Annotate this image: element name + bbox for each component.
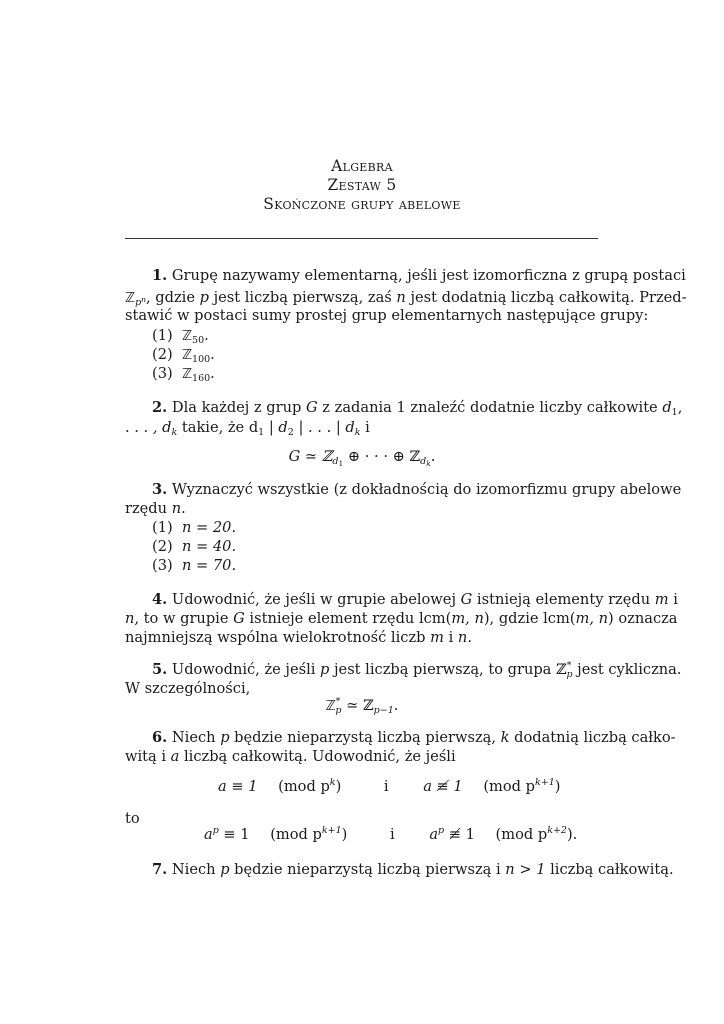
math-subscript: k xyxy=(426,459,431,468)
math-expr: | . . . | d xyxy=(293,419,355,436)
math-var: p xyxy=(199,289,209,306)
problem-text: ), gdzie lcm( xyxy=(483,610,576,627)
problem-text: jest dodatnią liczbą całkowitą. Przed- xyxy=(405,289,687,306)
math-var: G xyxy=(460,591,473,608)
list-label: (1) xyxy=(152,327,173,344)
math-expr: n = 40. xyxy=(181,538,237,555)
title-set: Zestaw 5 xyxy=(327,176,397,194)
math-subscript: 1 xyxy=(671,407,678,418)
list-label: (1) xyxy=(152,519,173,536)
math-var: n xyxy=(141,295,146,304)
math-var: G xyxy=(306,399,318,416)
list-item xyxy=(152,518,236,538)
problem-1-line-1 xyxy=(152,266,686,286)
problem-number: 5. xyxy=(152,661,168,678)
problem-text: witą i xyxy=(125,748,171,765)
problem-text: Grupę nazywamy elementarną, jeśli jest izomorficzna z grupą postaci xyxy=(171,267,686,284)
math-expr: n = 70. xyxy=(181,557,237,574)
problem-text: Udowodnić, że jeśli xyxy=(171,661,321,678)
punctuation: . xyxy=(430,448,436,465)
math-var: p xyxy=(220,861,230,878)
problem-text: z zadania 1 znaleźć dodatnie liczby całkowite xyxy=(317,399,663,416)
math-expr: ). xyxy=(566,826,578,843)
problem-text: będzie nieparzystą liczbą pierwszą, xyxy=(229,729,501,746)
problem-text: ) oznacza xyxy=(608,610,678,627)
math-subscript: p−1 xyxy=(373,705,394,716)
math-expr: (mod p xyxy=(278,778,330,795)
math-var: n xyxy=(125,610,135,627)
problem-text: istnieją elementy rzędu xyxy=(472,591,655,608)
math-symbol: ℤ xyxy=(181,328,193,344)
list-label: (2) xyxy=(152,346,173,363)
math-expr: (mod p xyxy=(270,826,322,843)
problem-text: takie, że d xyxy=(177,419,259,436)
math-superscript: * xyxy=(566,660,572,671)
math-subscript: 1 xyxy=(338,459,344,468)
problem-number: 7. xyxy=(152,861,168,878)
math-expr: G ≃ ℤ xyxy=(288,448,333,465)
problem-1-line-2 xyxy=(125,288,687,308)
problem-3-line-2 xyxy=(125,499,186,519)
problem-3-line-1 xyxy=(152,480,681,500)
math-var: p xyxy=(320,661,330,678)
display-equation xyxy=(204,825,577,845)
title-topic: Skończone grupy abelowe xyxy=(263,195,461,213)
problem-number: 4. xyxy=(152,591,168,608)
list-item xyxy=(152,364,215,384)
problem-number: 6. xyxy=(152,729,168,746)
math-var: n xyxy=(396,289,406,306)
math-subscript: 50 xyxy=(192,335,205,346)
problem-text: jest liczbą pierwszą, to grupa ℤ xyxy=(329,661,567,678)
math-expr: ⊕ · · · ⊕ ℤ xyxy=(343,448,421,465)
list-item xyxy=(152,537,236,557)
problem-number: 2. xyxy=(152,399,168,416)
problem-text: i xyxy=(443,629,458,646)
punctuation: , xyxy=(677,399,683,416)
math-var: k xyxy=(500,729,510,746)
list-item xyxy=(152,556,236,576)
math-var: m xyxy=(654,591,669,608)
math-superscript: k+1 xyxy=(535,777,555,788)
math-subscript: 2 xyxy=(287,427,294,438)
punctuation: . xyxy=(467,629,472,646)
display-equation xyxy=(0,447,724,467)
problem-5-line-2: W szczególności, xyxy=(125,680,251,697)
punctuation: . xyxy=(393,697,399,714)
math-expr: ) xyxy=(554,778,561,795)
problem-text: liczbą całkowitą. Udowodnić, że jeśli xyxy=(179,748,456,765)
math-var: G xyxy=(233,610,245,627)
punctuation: . xyxy=(210,365,215,382)
math-expr: (mod p xyxy=(495,826,548,843)
problem-5-line-1 xyxy=(152,660,682,680)
math-symbol: ℤ xyxy=(125,290,136,306)
problem-text: rzędu xyxy=(125,500,172,517)
math-superscript: k xyxy=(329,777,336,788)
title-course: Algebra xyxy=(331,157,393,175)
math-var: a xyxy=(204,826,213,843)
math-expr: ≢ 1 xyxy=(444,826,475,843)
problem-text: jest cykliczna. xyxy=(572,661,682,678)
math-var: a xyxy=(170,748,180,765)
math-var: p xyxy=(135,297,142,308)
math-var: d xyxy=(662,399,672,416)
math-subscript: k xyxy=(171,427,178,438)
punctuation: . xyxy=(210,346,215,363)
conjunction: i xyxy=(383,778,389,795)
math-var: m, n xyxy=(451,610,484,627)
list-item xyxy=(152,345,215,365)
math-superscript: * xyxy=(335,696,341,707)
math-expr: ≃ ℤ xyxy=(341,697,374,714)
problem-6-connector: to xyxy=(125,810,140,827)
list-label: (2) xyxy=(152,538,173,555)
problem-text: i xyxy=(668,591,678,608)
math-symbol: ℤ xyxy=(181,366,193,382)
math-var: n xyxy=(171,500,182,517)
math-expr: (mod p xyxy=(483,778,536,795)
problem-text: Udowodnić, że jeśli w grupie abelowej xyxy=(171,591,461,608)
math-expr: a ≡ 1 xyxy=(218,778,258,795)
math-expr: ) xyxy=(335,778,342,795)
math-symbol: ℤ xyxy=(181,347,193,363)
math-expr: | d xyxy=(264,419,288,436)
conjunction: i xyxy=(390,826,395,843)
math-expr: . . . , d xyxy=(125,419,172,436)
problem-text: liczbą całkowitą. xyxy=(545,861,674,878)
problem-text: dodatnią liczbą całko- xyxy=(509,729,676,746)
problem-2-line-1 xyxy=(152,398,682,418)
math-symbol: ℤ xyxy=(325,698,336,714)
problem-text: istnieje element rzędu lcm( xyxy=(244,610,452,627)
math-expr: ) xyxy=(341,826,348,843)
math-var: d xyxy=(420,456,427,467)
math-var: p xyxy=(220,729,230,746)
math-expr: n > 1 xyxy=(505,861,546,878)
math-subscript: 100 xyxy=(192,354,211,365)
problem-2-line-2 xyxy=(125,418,370,438)
problem-text: będzie nieparzystą liczbą pierwszą i xyxy=(229,861,506,878)
display-equation xyxy=(0,696,724,716)
math-superscript: k+2 xyxy=(547,825,567,836)
punctuation: . xyxy=(204,327,209,344)
problem-text: Niech xyxy=(171,861,221,878)
problem-4-line-2 xyxy=(125,609,678,629)
problem-text: i xyxy=(360,419,370,436)
problem-6-line-1 xyxy=(152,728,676,748)
problem-number: 1. xyxy=(152,267,168,284)
math-subscript: 160 xyxy=(192,373,211,384)
math-superscript: p xyxy=(212,825,219,836)
problem-6-line-2 xyxy=(125,747,456,767)
math-subscript: p xyxy=(335,705,342,716)
math-expr: ≡ 1 xyxy=(218,826,250,843)
problem-4-line-1 xyxy=(152,590,678,610)
math-subscript: k xyxy=(354,427,361,438)
list-label: (3) xyxy=(152,557,173,574)
math-subscript: 1 xyxy=(258,427,265,438)
math-var: d xyxy=(332,456,339,467)
math-var: m xyxy=(430,629,444,646)
problem-text: , gdzie xyxy=(146,289,200,306)
math-superscript: p xyxy=(438,825,445,836)
math-expr: n = 20. xyxy=(181,519,237,536)
problem-4-line-3 xyxy=(125,628,472,648)
problem-text: Niech xyxy=(171,729,221,746)
math-var: n xyxy=(457,629,468,646)
math-expr: a ≢ 1 xyxy=(423,778,463,795)
problem-text: jest liczbą pierwszą, zaś xyxy=(208,289,397,306)
problem-text: , to w grupie xyxy=(134,610,234,627)
math-subscript: p xyxy=(566,669,573,680)
problem-1-line-3: stawić w postaci sumy prostej grup elementarnych następujące grupy: xyxy=(125,307,649,324)
problem-7-line-1 xyxy=(152,860,674,880)
problem-text: Wyznaczyć wszystkie (z dokładnością do izomorfizmu grupy abelowe xyxy=(171,481,682,498)
problem-text: najmniejszą wspólna wielokrotność liczb xyxy=(125,629,431,646)
problem-text: Dla każdej z grup xyxy=(171,399,306,416)
punctuation: . xyxy=(181,500,186,517)
math-var: m, n xyxy=(575,610,609,627)
list-label: (3) xyxy=(152,365,173,382)
math-superscript: k+1 xyxy=(321,825,342,836)
display-equation xyxy=(218,777,560,797)
title-rule xyxy=(125,238,598,239)
problem-number: 3. xyxy=(152,481,168,498)
list-item xyxy=(152,326,209,346)
math-var: a xyxy=(429,826,439,843)
